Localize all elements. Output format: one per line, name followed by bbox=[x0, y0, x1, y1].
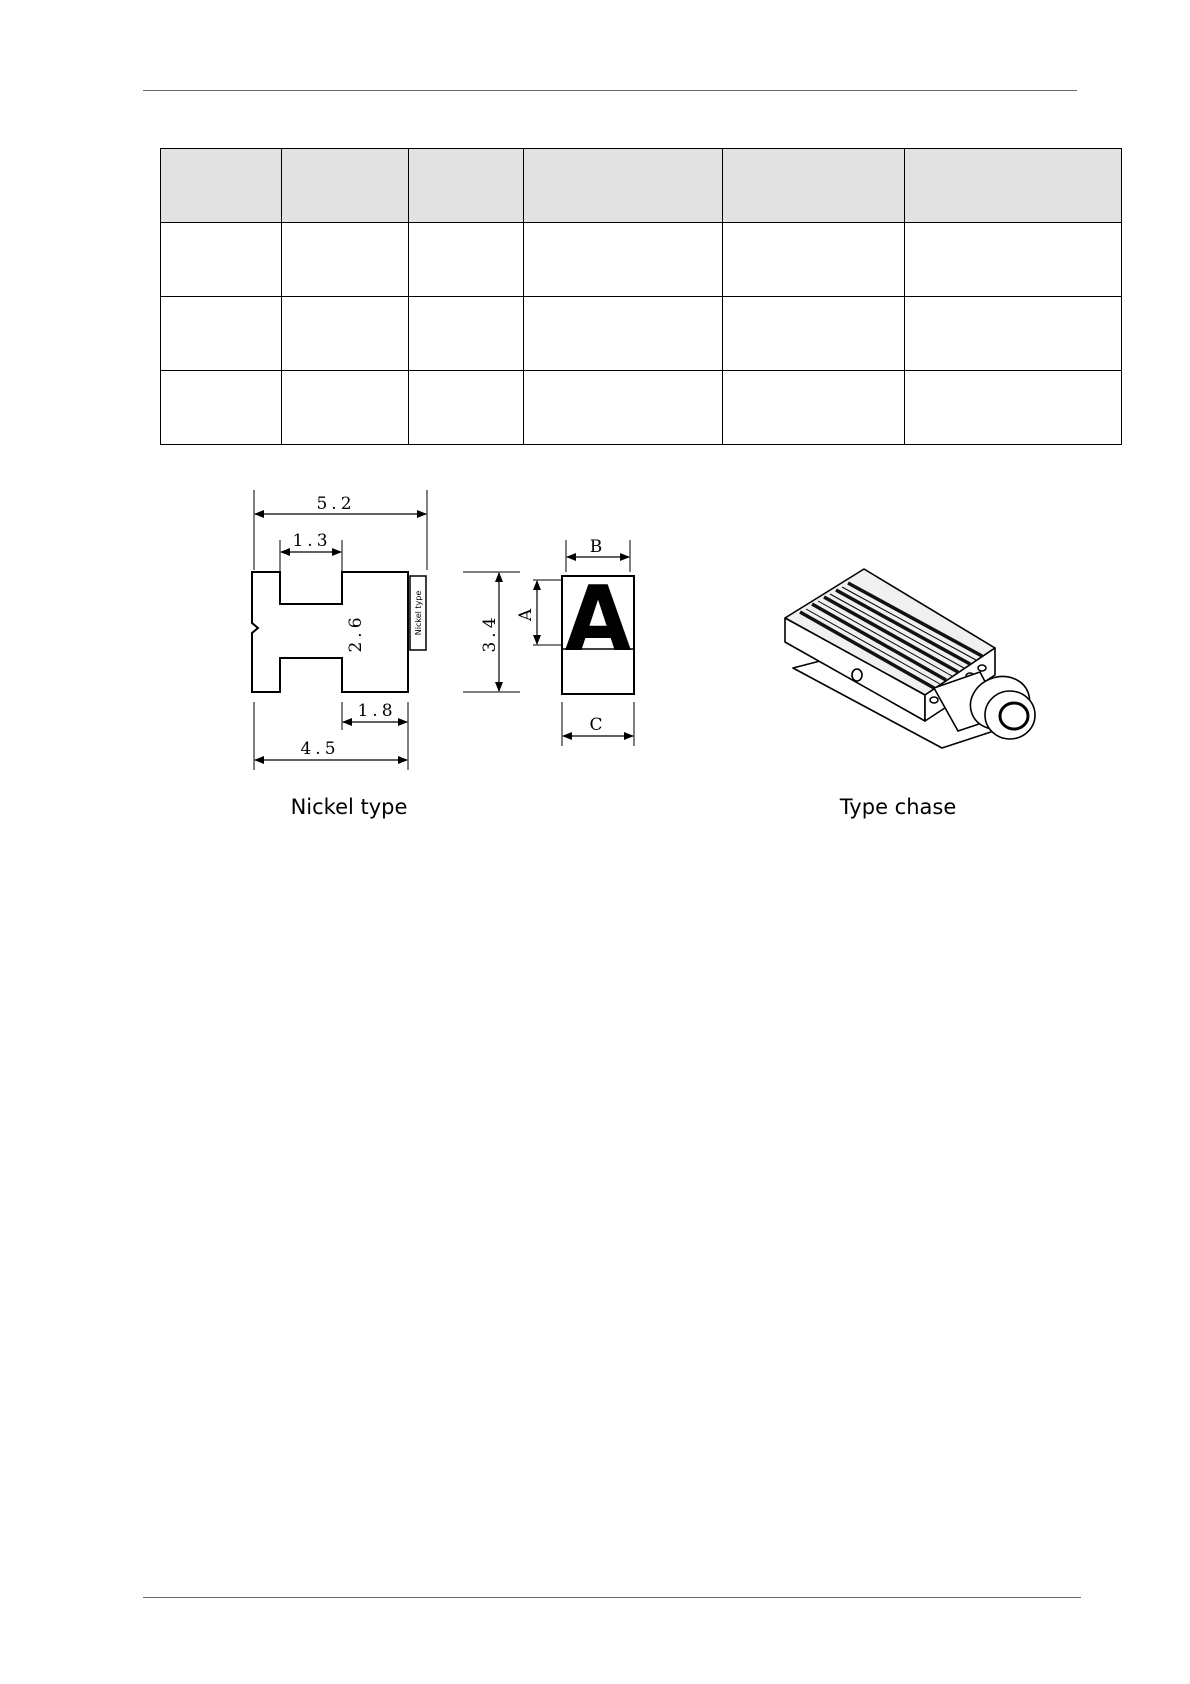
dim-label-b: B bbox=[589, 537, 607, 557]
dim-label-width-base: 4.5 bbox=[300, 739, 340, 759]
dim-label-base-right: 1.8 bbox=[357, 701, 397, 721]
caption-nickel-type: Nickel type bbox=[290, 795, 408, 819]
dim-label-height: 3.4 bbox=[480, 613, 500, 653]
dim-label-a: A bbox=[516, 604, 536, 622]
dim-label-width-total: 5.2 bbox=[316, 494, 356, 514]
dim-label-c: C bbox=[589, 715, 607, 735]
type-chase-illustration bbox=[785, 569, 1037, 748]
side-label-text: Nickel type bbox=[414, 590, 423, 636]
footer-rule bbox=[143, 1597, 1081, 1598]
dim-label-neck-height: 2.6 bbox=[346, 613, 366, 653]
type-letter-glyph: A bbox=[564, 565, 632, 672]
nickel-type-profile-drawing bbox=[252, 490, 427, 770]
caption-type-chase: Type chase bbox=[839, 795, 957, 819]
dim-label-neck-width: 1.3 bbox=[292, 531, 332, 551]
